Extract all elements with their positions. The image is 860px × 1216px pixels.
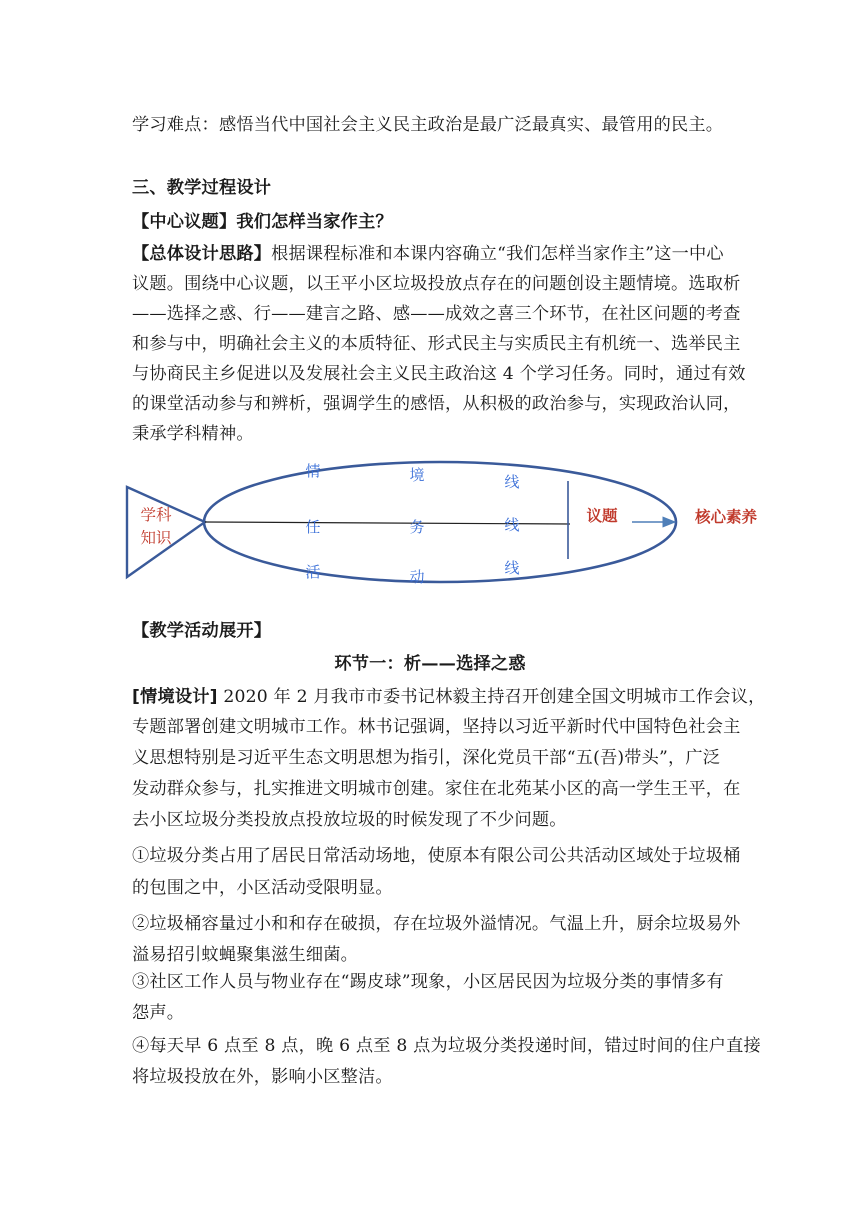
middle-char-3: 线 (504, 516, 520, 534)
bottom-char-3: 线 (504, 559, 520, 577)
problem-3-line-2: 怨声。 (132, 1003, 185, 1023)
design-idea-line-5: 与协商民主乡促进以及发展社会主义民主政治这 4 个学习任务。同时，通过有效 (132, 364, 746, 384)
design-idea-label: 【总体设计思路】 (132, 244, 272, 264)
section-heading: 三、教学过程设计 (132, 178, 272, 198)
middle-char-2: 务 (409, 518, 425, 536)
scenario-line-1 (132, 683, 766, 711)
middle-char-1: 任 (305, 518, 321, 536)
design-idea-line-3: ——选择之惑、行——建言之路、感——成效之喜三个环节，在社区问题的考查 (132, 304, 741, 324)
problem-4-line-2: 将垃圾投放在外，影响小区整洁。 (132, 1067, 393, 1087)
central-topic (132, 208, 732, 236)
segment-title: 环节一：析——选择之惑 (334, 654, 526, 674)
design-idea-line-6: 的课堂活动参与和辨析，强调学生的感悟，从积极的政治参与，实现政治认同， (132, 394, 741, 414)
design-idea-text: 根据课程标准和本课内容确立“我们怎样当家作主”这一中心 (271, 244, 724, 264)
scenario-line-3: 义思想特别是习近平生态文明思想为指引，深化党员干部“五(吾)带头”，广泛 (132, 748, 721, 768)
scenario-line-2: 专题部署创建文明城市工作。林书记强调，坚持以习近平新时代中国特色社会主 (132, 717, 741, 737)
target-label: 核心素养 (694, 508, 758, 526)
scenario-label: [情境设计] (132, 687, 218, 707)
bottom-char-2: 动 (409, 568, 425, 586)
central-topic-text: 我们怎样当家作主？ (236, 212, 393, 232)
problem-1-line-1: ①垃圾分类占用了居民日常活动场地，使原本有限公司公共活动区域处于垃圾桶 (132, 846, 741, 866)
top-char-2: 境 (409, 466, 425, 484)
problem-3-line-1: ③社区工作人员与物业存在“踢皮球”现象，小区居民因为垃圾分类的事情多有 (132, 972, 724, 992)
fish-diagram (120, 455, 780, 595)
design-idea-line-1 (132, 240, 732, 268)
activity-heading: 【教学活动展开】 (132, 621, 272, 641)
design-idea-line-2: 议题。围绕中心议题，以王平小区垃圾投放点存在的问题创设主题情境。选取析 (132, 274, 741, 294)
bottom-char-1: 活 (305, 563, 321, 581)
problem-2-line-1: ②垃圾桶容量过小和和存在破损，存在垃圾外溢情况。气温上升，厨余垃圾易外 (132, 914, 741, 934)
scenario-line-5: 去小区垃圾分类投放点投放垃圾的时候发现了不少问题。 (132, 810, 567, 830)
central-topic-label: 【中心议题】 (132, 212, 237, 232)
issue-label: 议题 (586, 507, 618, 525)
problem-1-line-2: 的包围之中，小区活动受限明显。 (132, 878, 393, 898)
problem-4-line-1: ④每天早 6 点至 8 点，晚 6 点至 8 点为垃圾分类投递时间，错过时间的住户直接 (132, 1036, 761, 1056)
top-char-1: 情 (305, 462, 321, 480)
learning-difficulty: 学习难点：感悟当代中国社会主义民主政治是最广泛最真实、最管用的民主。 (132, 115, 724, 135)
design-idea-line-4: 和参与中，明确社会主义的本质特征、形式民主与实质民主有机统一、选举民主 (132, 334, 741, 354)
top-char-3: 线 (504, 473, 520, 491)
scenario-line-4: 发动群众参与，扎实推进文明城市创建。家住在北苑某小区的高一学生王平，在 (132, 779, 741, 799)
head-label-1: 学科 (140, 506, 172, 524)
head-label-2: 知识 (140, 529, 172, 547)
scenario-text: 2020 年 2 月我市市委书记林毅主持召开创建全国文明城市工作会议， (217, 687, 766, 707)
problem-2-line-2: 溢易招引蚊蝇聚集滋生细菌。 (132, 945, 359, 965)
design-idea-line-7: 秉承学科精神。 (132, 424, 254, 444)
